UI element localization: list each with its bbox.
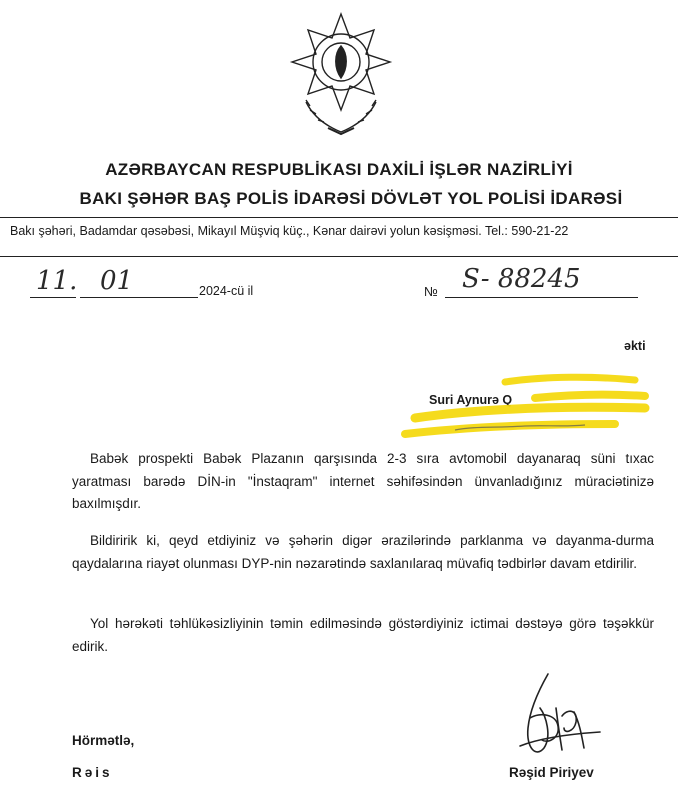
date-year: 2024-cü il xyxy=(199,284,254,298)
number-line xyxy=(445,297,638,298)
number-label: № xyxy=(424,284,438,299)
day-line xyxy=(30,297,76,298)
date-day: 11. xyxy=(36,266,78,296)
recipient-name: Suri Aynurə Q xyxy=(429,393,513,407)
month-line xyxy=(80,297,198,298)
azerbaijan-state-emblem-icon xyxy=(286,10,396,140)
header-divider-bottom xyxy=(0,256,678,257)
closing-regards: Hörmətlə, xyxy=(72,733,135,748)
ministry-title: AZƏRBAYCAN RESPUBLİKASI DAXİLİ İŞLƏR NAZİRLİYİ xyxy=(105,160,573,179)
address-line: Bakı şəhəri, Badamdar qəsəbəsi, Mikayıl Müşviq küç., Kənar dairəvi yolun kəsişməsi. Tel.: 590-21-22 xyxy=(10,224,569,238)
body-paragraph-2: Bildiririk ki, qeyd etdiyiniz və şəhərin digər ərazilərində parklanma və dayanma-durma qaydalarına riayət olunması DYP-nin nəzarətində saxlanılaraq müvafiq tədbirlər davam etdirilir. xyxy=(72,533,654,571)
department-title: BAKI ŞƏHƏR BAŞ POLİS İDARƏSİ DÖVLƏT YOL POLİSİ İDARƏSİ xyxy=(79,189,623,208)
reference-number: S- 88245 xyxy=(462,264,581,294)
date-month: 01 xyxy=(100,266,134,296)
redaction-highlight xyxy=(395,368,655,448)
signer-rank: Rəis xyxy=(72,765,113,780)
signer-name: Rəşid Piriyev xyxy=(509,765,594,780)
recipient-line-fragment: əkti xyxy=(624,339,646,353)
handwritten-signature-icon xyxy=(500,668,610,768)
header-divider-top xyxy=(0,217,678,218)
body-paragraph-1: Babək prospekti Babək Plazanın qarşısında 2-3 sıra avtomobil dayanaraq süni tıxac yaratması barədə DİN-in "İnstaqram" internet səhifəsindən ünvanladığınız müraciətinizə baxılmışdır. xyxy=(72,451,654,511)
body-paragraph-3: Yol hərəkəti təhlükəsizliyinin təmin edilməsində göstərdiyiniz ictimai dəstəyə görə təşəkkür edirik. xyxy=(72,616,654,654)
